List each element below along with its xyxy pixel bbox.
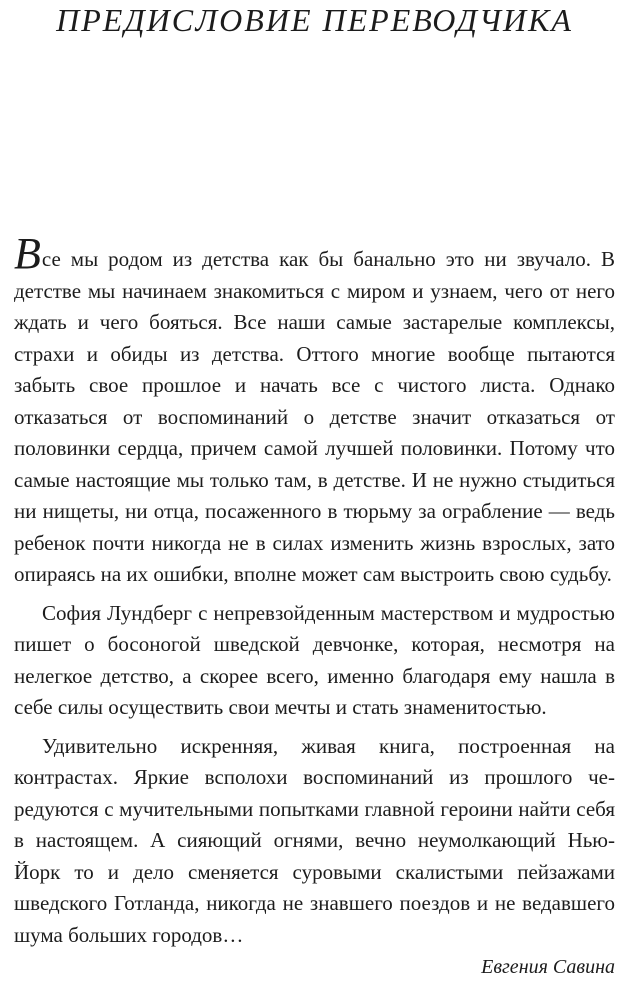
paragraph-2: София Лундберг с непревзойденным мастерством и мудростью пишет о босоногой шведской девчонке, которая, несмотря на нелегкое детство, а скорее всего, именно благодаря ему нашла в себе силы осуществить свои мечты и стать знаменитостью. <box>14 600 615 719</box>
paragraph-1-text: се мы родом из детства как бы банально это ни звучало. В детстве мы начинаем знакомиться с миром и узнаем, чего от него ждать и чего бояться. Все наши самые застарелые комплексы, страхи и обиды из детства. Оттого многие вообще пытаются забыть свое прошлое и начать все с чистого листа. Однако отказаться от воспоминаний о детстве значит отказаться от половинки сердца, причем самой лучшей половинки. Потому что самые настоящие мы только там, в детстве. И не нужно стыдиться ни нищеты, ни отца, посаженного в тюрьму за ограбление — ведь ребенок почти никогда не в силах изменить жизнь взрослых, зато опираясь на их ошибки, вполне может сам выстроить свою судьбу. <box>14 247 615 586</box>
preface-body <box>14 229 615 958</box>
paragraph-1 <box>14 229 615 591</box>
drop-cap: В <box>14 229 41 278</box>
page-title: ПРЕДИСЛОВИЕ ПЕРЕВОДЧИКА <box>56 2 573 38</box>
translator-signature: Евгения Савина <box>481 956 615 978</box>
paragraph-3: Удивительно искренняя, живая книга, построенная на контрастах. Яркие всполохи воспоминаний из прошлого чередуются с мучительными попытками главной героини найти себя в настоящем. А сияющий огнями, вечно неумолкающий Нью-Йорк то и дело сменяется суровыми скалистыми пейзажами шведского Готланда, никогда не знавшего поездов и не ведавшего шума больших городов… <box>14 733 615 947</box>
